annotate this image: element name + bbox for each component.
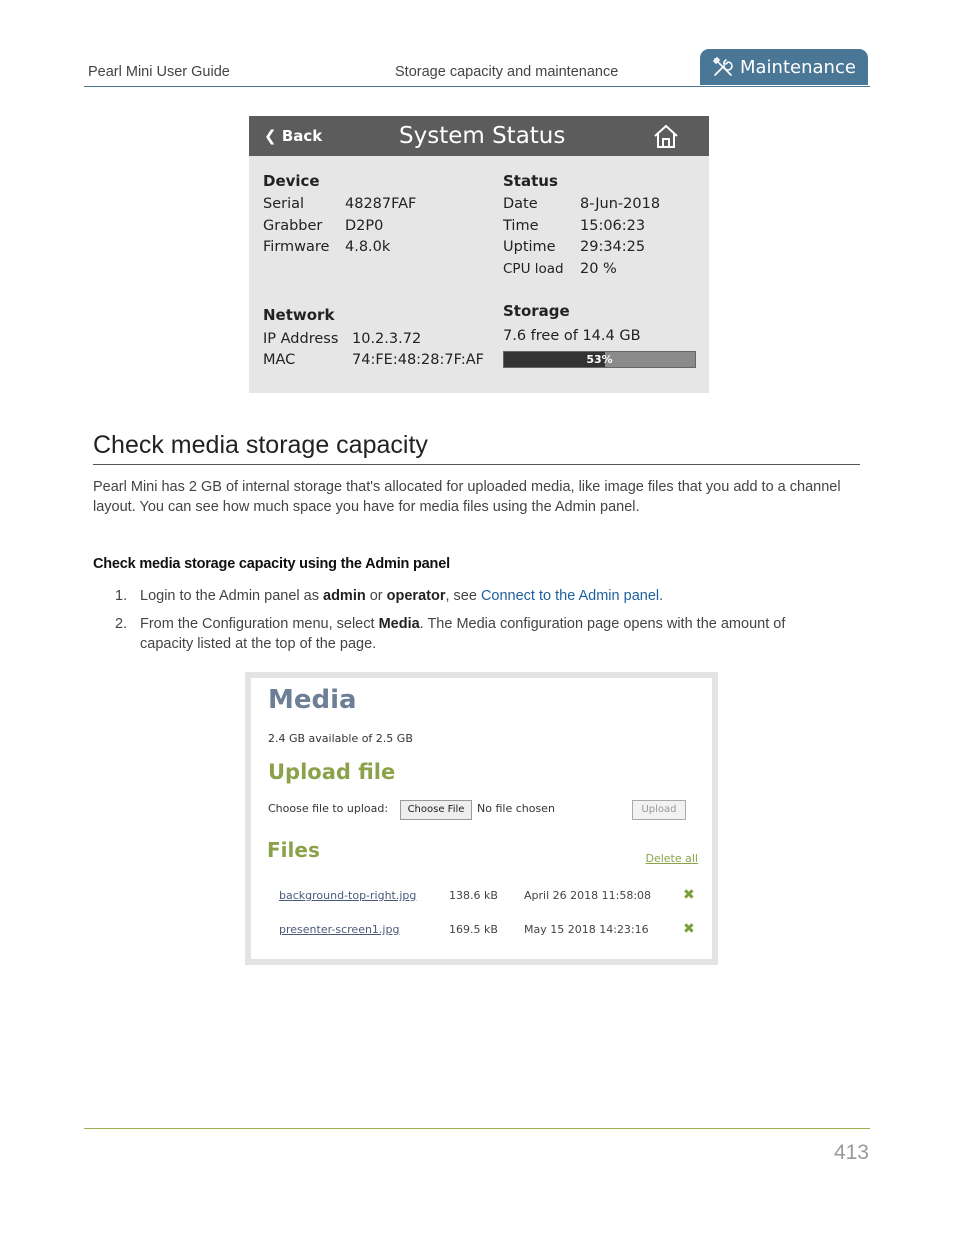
tools-icon: [712, 56, 734, 78]
grabber-value: D2P0: [345, 218, 384, 234]
step-text: .: [659, 588, 664, 604]
step-text: , see: [445, 588, 481, 604]
back-button[interactable]: [264, 127, 322, 145]
section-divider: [93, 464, 860, 465]
file-date: May 15 2018 14:23:16: [524, 923, 649, 936]
file-size: 169.5 kB: [449, 923, 498, 936]
serial-value: 48287FAF: [345, 196, 417, 212]
section-title: Storage capacity and maintenance: [395, 64, 619, 80]
system-status-titlebar: [249, 116, 709, 156]
step-text: Login to the Admin panel as: [140, 588, 323, 604]
file-name-link[interactable]: presenter-screen1.jpg: [279, 923, 400, 936]
files-heading: Files: [267, 838, 320, 862]
back-label: Back: [281, 127, 323, 145]
upload-file-heading: Upload file: [268, 760, 396, 784]
grabber-label: Grabber: [263, 218, 323, 234]
serial-label: Serial: [263, 196, 305, 212]
storage-heading: Storage: [503, 302, 570, 320]
status-heading: Status: [503, 172, 558, 190]
ip-address-value: 10.2.3.72: [352, 331, 422, 347]
delete-file-icon[interactable]: ✖: [683, 887, 695, 903]
choose-file-label: Choose file to upload:: [268, 802, 389, 815]
uptime-label: Uptime: [503, 239, 556, 255]
bold-term-media: Media: [378, 616, 420, 632]
time-label: Time: [503, 218, 539, 234]
bold-term-admin: admin: [323, 588, 366, 604]
no-file-chosen-text: No file chosen: [477, 802, 555, 815]
file-row: [279, 889, 699, 905]
intro-paragraph: Pearl Mini has 2 GB of internal storage that's allocated for uploaded media, like image files that you add to a channel layout. You can see how much space you have for media files using the Admin panel.: [93, 479, 841, 515]
connect-admin-panel-link[interactable]: Connect to the Admin panel: [480, 588, 660, 604]
file-size: 138.6 kB: [449, 889, 498, 902]
cpu-load-label: CPU load: [503, 261, 564, 277]
time-value: 15:06:23: [580, 218, 646, 234]
bold-term-operator: operator: [386, 588, 446, 604]
step-text: From the Configuration menu, select: [140, 616, 379, 632]
step-number: 1.: [115, 588, 128, 604]
delete-file-icon[interactable]: ✖: [683, 921, 695, 937]
firmware-value: 4.8.0k: [345, 239, 391, 255]
network-heading: Network: [263, 306, 335, 324]
media-capacity: 2.4 GB available of 2.5 GB: [268, 732, 413, 745]
cpu-load-value: 20 %: [580, 261, 617, 277]
storage-text: 7.6 free of 14.4 GB: [503, 328, 641, 344]
procedure-heading: Check media storage capacity using the Admin panel: [93, 556, 450, 572]
media-title: Media: [268, 685, 357, 715]
file-row: [279, 923, 699, 939]
device-heading: Device: [263, 172, 320, 190]
date-value: 8-Jun-2018: [580, 196, 661, 212]
maintenance-tab[interactable]: [700, 49, 868, 85]
mac-value: 74:FE:48:28:7F:AF: [352, 352, 484, 368]
file-date: April 26 2018 11:58:08: [524, 889, 652, 902]
chevron-left-icon: ❮: [264, 127, 277, 145]
file-name-link[interactable]: background-top-right.jpg: [279, 889, 417, 902]
page-number: 413: [833, 1141, 869, 1164]
system-status-screenshot: [249, 116, 709, 393]
mac-label: MAC: [263, 352, 296, 368]
date-label: Date: [503, 196, 538, 212]
firmware-label: Firmware: [263, 239, 330, 255]
maintenance-tab-label: Maintenance: [740, 56, 856, 78]
header-divider: [84, 86, 870, 87]
footer-divider: [84, 1128, 870, 1129]
step-text: . The Media configuration page opens with the amount of capacity listed at the top of the page.: [140, 616, 786, 652]
home-icon[interactable]: [652, 123, 680, 153]
media-panel-screenshot: [245, 672, 718, 965]
ip-address-label: IP Address: [263, 331, 339, 347]
system-status-title: System Status: [399, 123, 566, 149]
uptime-value: 29:34:25: [580, 239, 646, 255]
storage-percent: 53%: [586, 353, 613, 366]
step-number: 2.: [115, 616, 128, 632]
step-text: or: [365, 588, 387, 604]
guide-title: Pearl Mini User Guide: [88, 64, 230, 80]
storage-progress-bar: [503, 351, 696, 368]
choose-file-button[interactable]: Choose File: [400, 800, 472, 820]
upload-button[interactable]: Upload: [632, 800, 686, 820]
delete-all-link[interactable]: Delete all: [645, 852, 698, 865]
section-heading: Check media storage capacity: [93, 431, 428, 459]
